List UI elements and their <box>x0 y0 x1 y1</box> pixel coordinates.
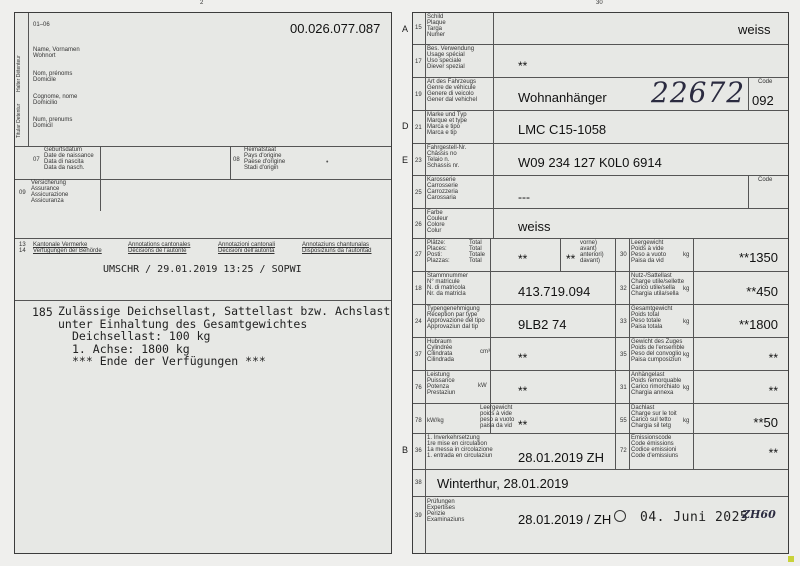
field-18-label: Stammnummer N° matricule N. di matricola Nr. da matricla <box>427 273 469 297</box>
field-17-label: Bes. Verwendung Usage spécial Uso speciale Diever spezial <box>427 46 475 70</box>
field-30-unit: kg <box>683 252 690 258</box>
field-13-14-number: 13 14 <box>19 242 26 254</box>
holder-side-label-2: Titular Detentur <box>16 103 22 138</box>
field-36-value: 28.01.2019 ZH <box>518 450 605 465</box>
top-mark-left: 2 <box>200 0 204 6</box>
name-label-de: Name, Vornamen Wohnort <box>33 47 80 59</box>
section-a-letter: A <box>402 24 409 34</box>
field-19-label: Art des Fahrzeugs Genre de véhicule Genere di veicolo Gener dal vehichel <box>427 79 478 103</box>
mutation-stamp: UMSCHR / 29.01.2019 13:25 / SOPWI <box>103 264 302 275</box>
field-39-label: Prüfungen Expertises Perizie Examinaziuns <box>427 499 465 523</box>
name-label-fr: Nom, prénoms Domicile <box>33 71 73 83</box>
field-185-text <box>58 305 390 368</box>
section-d-letter: D <box>402 121 409 131</box>
field-31-number: 31 <box>620 385 627 391</box>
field-17-number: 17 <box>415 59 422 65</box>
field-76-value: ** <box>518 384 528 398</box>
field-37-unit: cm³ <box>480 349 490 355</box>
field-31-value: ** <box>768 384 778 398</box>
field-36-number: 36 <box>415 448 422 454</box>
field-26-value: weiss <box>518 219 551 234</box>
field-35-label: Gewicht des Zuges Poids de l'ensemble Peso del convoglio Paisa cumposiziun <box>631 339 685 363</box>
field-33-value: **1800 <box>738 317 778 332</box>
field-19-code-label: Code <box>758 79 773 85</box>
annotations-fr-label: Annotations cantonales Décisions de l'autorité <box>128 242 191 254</box>
field-32-number: 32 <box>620 286 627 292</box>
field-08-label: Heimatstaat Pays d'origine Paese d'origine Stadi d'origin <box>244 147 286 171</box>
field-78-label: Leergewicht poids à vide peso a vuoto paisa da vid <box>480 405 515 429</box>
inspector-initials: ZH60 <box>742 508 776 521</box>
field-32-unit: kg <box>683 286 690 292</box>
field-72-value: ** <box>768 446 778 460</box>
field-26-label: Farbe Couleur Colore Colur <box>427 210 449 234</box>
field-07-number: 07 <box>33 157 40 163</box>
field-18-value: 413.719.094 <box>518 284 591 299</box>
handwritten-number: 22672 <box>651 76 746 109</box>
field-27-value: ** <box>518 252 528 266</box>
field-39-number: 39 <box>415 513 422 519</box>
annotations-it-label: Annotazioni cantonali Decisioni dell'autorità <box>218 242 276 254</box>
field-25-value: --- <box>518 190 530 204</box>
speck-mark-icon: • <box>326 159 329 166</box>
field-27-number: 27 <box>415 252 422 258</box>
field-26-number: 26 <box>415 222 422 228</box>
field-76-number: 76 <box>415 385 422 391</box>
document-serial: 00.026.077.087 <box>290 21 381 36</box>
field-185-line: unter Einhaltung des Gesamtgewichtes <box>58 316 308 331</box>
field-25-label: Karosserie Carrosserie Carrozzeria Carossaria <box>427 177 459 201</box>
field-15-number: 15 <box>415 25 422 31</box>
field-39-value: 28.01.2019 / ZH <box>518 512 612 527</box>
field-37-label: Hubraum Cylindrée Cilindrata Cilindrada <box>427 339 455 363</box>
field-78-number: 78 <box>415 418 422 424</box>
field-37-value: ** <box>518 351 528 365</box>
field-30-number: 30 <box>620 252 627 258</box>
field-38-number: 38 <box>415 480 422 486</box>
field-09-label: Versicherung Assurance Assicurazione Assicuranza <box>31 180 69 204</box>
field-55-label: Dachlast Charge sur le toit Carico sul tetto Chargia sil tetg <box>631 405 677 429</box>
field-15-label: Schild Plaque Targa Numer <box>427 14 446 38</box>
holder-side-label: Halter Détenteur <box>16 55 22 92</box>
field-24-value: 9LB2 74 <box>518 317 567 332</box>
field-55-number: 55 <box>620 418 627 424</box>
field-23-value: W09 234 127 K0L0 6914 <box>518 155 662 170</box>
field-15-value: weiss <box>738 22 771 37</box>
field-07-label: Geburtsdatum Date de naissance Data di nascita Data da nasch. <box>44 147 94 171</box>
field-19-code: 092 <box>752 93 774 108</box>
section-e-letter: E <box>402 155 409 165</box>
signature-scribble-icon <box>614 510 626 522</box>
field-24-number: 24 <box>415 319 422 325</box>
field-185-line: 1. Achse: 1800 kg <box>72 341 190 356</box>
field-33-unit: kg <box>683 319 690 325</box>
annotations-rm-label: Annotaziuns chantunalas Disposiziuns da l'autoritad <box>302 242 372 254</box>
field-33-number: 33 <box>620 319 627 325</box>
top-mark-right: 30 <box>596 0 603 6</box>
field-30-label: Leergewicht Poids à vide Peso a vuoto Paisa da vid <box>631 240 667 264</box>
field-55-unit: kg <box>683 418 690 424</box>
field-35-number: 35 <box>620 352 627 358</box>
field-78-value: ** <box>518 418 528 432</box>
name-label-it: Cognome, nome Domicilio <box>33 94 78 106</box>
section-b-letter: B <box>402 445 409 455</box>
field-13-14-label: Kantonale Vermerke Verfügungen der Behörde <box>33 242 102 254</box>
field-55-value: **50 <box>753 415 778 430</box>
field-19-number: 19 <box>415 92 422 98</box>
field-32-label: Nutz-/Sattellast Charge utile/sellette Carico utile/sella Chargia utila/sella <box>631 273 685 297</box>
field-24-label: Typengenehmigung Réception par type Approvazione del tipo Approvaziun dal tip <box>427 306 485 330</box>
field-18-number: 18 <box>415 286 422 292</box>
field-21-label: Marke und Typ Marque et type Marca e tipo Marca e tip <box>427 112 468 136</box>
field-72-label: Emissionscode Code émissions Codice emissioni Code d'emissiuns <box>631 435 679 459</box>
field-185-line: Deichsellast: 100 kg <box>72 329 211 343</box>
field-35-unit: kg <box>683 352 690 358</box>
field-23-number: 23 <box>415 158 422 164</box>
field-185-line: Zulässige Deichsellast, Sattellast bzw. Achslast <box>58 304 391 318</box>
field-185-line: *** Ende der Verfügungen *** <box>72 354 266 368</box>
field-25-code-label: Code <box>758 177 773 183</box>
field-185-number: 185 <box>32 305 53 319</box>
field-38-value: Winterthur, 28.01.2019 <box>437 476 569 491</box>
field-27-front-label: vorne) avant) anteriori) davant) <box>580 240 604 264</box>
field-37-number: 37 <box>415 352 422 358</box>
field-31-label: Anhängelast Poids remorquable Carico rimorchiato Chargia annexa <box>631 372 682 396</box>
field-35-value: ** <box>768 351 778 365</box>
row-01-06-label: 01–06 <box>33 22 50 28</box>
field-27-value-front: ** <box>566 252 576 266</box>
field-36-label: 1. Inverkehrsetzung 1re mise en circulation 1a messa in circolazione 1. entrada en circulaziun <box>427 435 493 459</box>
field-21-value: LMC C15-1058 <box>518 122 607 137</box>
inspection-date-stamp: 04. Juni 2025 <box>640 510 749 525</box>
field-19-value: Wohnanhänger <box>518 90 607 105</box>
field-72-number: 72 <box>620 448 627 454</box>
field-27-label-total: Total Total Totale Total <box>469 240 486 264</box>
field-09-number: 09 <box>19 190 26 196</box>
name-label-rm: Num, prenums Domicil <box>33 117 73 129</box>
field-08-number: 08 <box>233 157 240 163</box>
field-25-number: 25 <box>415 190 422 196</box>
field-32-value: **450 <box>746 284 778 299</box>
field-33-label: Gesamtgewicht Poids total Peso totale Paisa totala <box>631 306 673 330</box>
field-76-unit: kW <box>478 383 487 389</box>
field-31-unit: kg <box>683 385 690 391</box>
field-23-label: Fahrgestell-Nr. Châssis no Telaio n. Schassis nr. <box>427 145 467 169</box>
field-30-value: **1350 <box>738 250 778 265</box>
field-27-label: Plätze: Places: Posti: Plazzas: <box>427 240 450 264</box>
field-17-value: ** <box>518 59 528 73</box>
field-76-label: Leistung Puissance Potenza Prestaziun <box>427 372 456 396</box>
scan-color-mark <box>788 556 794 562</box>
field-21-number: 21 <box>415 125 422 131</box>
field-78-unit: kW/kg <box>427 418 444 424</box>
